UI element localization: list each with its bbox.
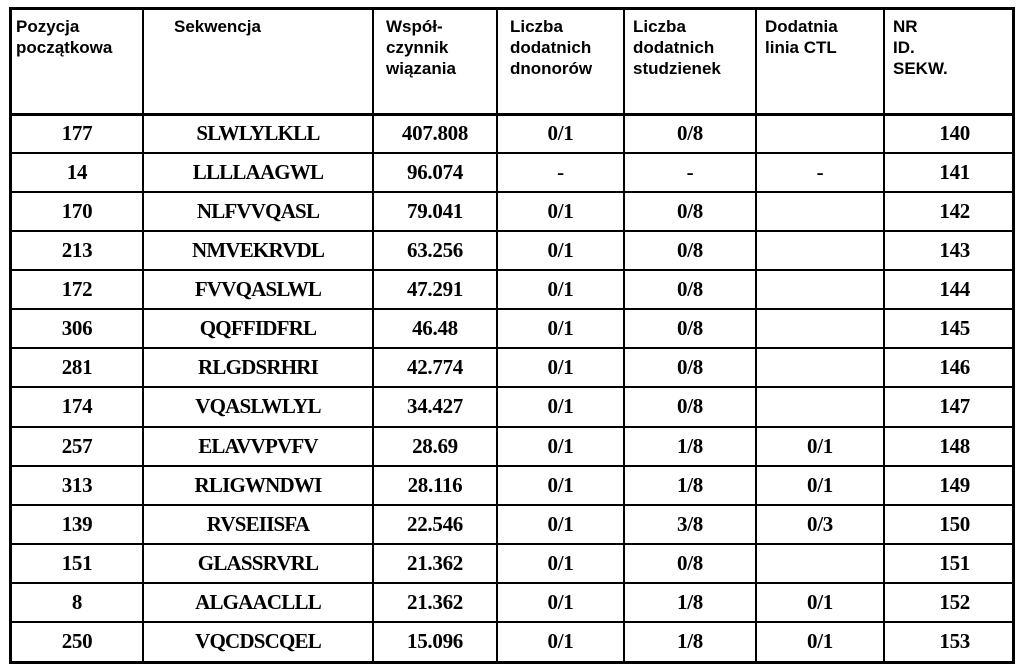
cell-positive-wells: 0/8: [624, 231, 756, 270]
cell-positive-donors: 0/1: [497, 348, 624, 387]
cell-seq-id-number: 147: [884, 387, 1012, 426]
cell-positive-wells: 1/8: [624, 583, 756, 622]
table-row: [12, 309, 1012, 348]
cell-sequence: FVVQASLWL: [143, 270, 373, 309]
table-row: [12, 153, 1012, 192]
peptide-table: [12, 10, 1012, 661]
cell-positive-wells: 1/8: [624, 466, 756, 505]
cell-positive-donors: 0/1: [497, 622, 624, 661]
cell-positive-ctl-line: 0/1: [756, 583, 884, 622]
cell-positive-ctl-line: [756, 270, 884, 309]
cell-start-position: 151: [12, 544, 143, 583]
table-row: [12, 192, 1012, 231]
cell-start-position: 313: [12, 466, 143, 505]
cell-start-position: 139: [12, 505, 143, 544]
cell-sequence: LLLLAAGWL: [143, 153, 373, 192]
cell-positive-donors: 0/1: [497, 270, 624, 309]
cell-positive-ctl-line: 0/1: [756, 427, 884, 466]
cell-positive-wells: 1/8: [624, 427, 756, 466]
cell-positive-ctl-line: [756, 309, 884, 348]
cell-start-position: 177: [12, 114, 143, 153]
cell-binding-coefficient: 21.362: [373, 583, 497, 622]
cell-positive-ctl-line: [756, 544, 884, 583]
cell-seq-id-number: 151: [884, 544, 1012, 583]
cell-start-position: 306: [12, 309, 143, 348]
cell-positive-donors: 0/1: [497, 309, 624, 348]
cell-start-position: 8: [12, 583, 143, 622]
cell-seq-id-number: 142: [884, 192, 1012, 231]
cell-positive-donors: 0/1: [497, 387, 624, 426]
cell-binding-coefficient: 34.427: [373, 387, 497, 426]
cell-positive-donors: 0/1: [497, 231, 624, 270]
cell-binding-coefficient: 79.041: [373, 192, 497, 231]
cell-binding-coefficient: 63.256: [373, 231, 497, 270]
cell-binding-coefficient: 28.116: [373, 466, 497, 505]
header-row: [12, 10, 1012, 114]
cell-positive-donors: 0/1: [497, 583, 624, 622]
peptide-table-frame: [9, 7, 1015, 664]
cell-positive-ctl-line: [756, 114, 884, 153]
cell-positive-wells: 0/8: [624, 114, 756, 153]
cell-start-position: 170: [12, 192, 143, 231]
table-row: [12, 622, 1012, 661]
cell-binding-coefficient: 21.362: [373, 544, 497, 583]
cell-positive-ctl-line: [756, 192, 884, 231]
table-row: [12, 114, 1012, 153]
cell-start-position: 250: [12, 622, 143, 661]
table-row: [12, 348, 1012, 387]
cell-positive-ctl-line: 0/1: [756, 622, 884, 661]
cell-sequence: NMVEKRVDL: [143, 231, 373, 270]
cell-positive-donors: -: [497, 153, 624, 192]
cell-positive-ctl-line: 0/1: [756, 466, 884, 505]
cell-sequence: VQCDSCQEL: [143, 622, 373, 661]
cell-positive-donors: 0/1: [497, 114, 624, 153]
table-row: [12, 427, 1012, 466]
cell-positive-wells: 0/8: [624, 544, 756, 583]
header-sequence: Sekwencja: [143, 10, 373, 114]
cell-positive-wells: 3/8: [624, 505, 756, 544]
cell-sequence: ALGAACLLL: [143, 583, 373, 622]
cell-binding-coefficient: 407.808: [373, 114, 497, 153]
header-seq-id-number: NR ID. SEKW.: [884, 10, 1012, 114]
header-positive-donors: Liczba dodatnich dnonorów: [497, 10, 624, 114]
cell-seq-id-number: 145: [884, 309, 1012, 348]
cell-positive-wells: -: [624, 153, 756, 192]
cell-positive-wells: 0/8: [624, 192, 756, 231]
cell-binding-coefficient: 28.69: [373, 427, 497, 466]
cell-binding-coefficient: 22.546: [373, 505, 497, 544]
cell-positive-wells: 0/8: [624, 387, 756, 426]
cell-sequence: ELAVVPVFV: [143, 427, 373, 466]
cell-seq-id-number: 144: [884, 270, 1012, 309]
header-start-position: Pozycja początkowa: [12, 10, 143, 114]
cell-positive-ctl-line: -: [756, 153, 884, 192]
cell-binding-coefficient: 96.074: [373, 153, 497, 192]
table-row: [12, 387, 1012, 426]
cell-binding-coefficient: 47.291: [373, 270, 497, 309]
cell-start-position: 172: [12, 270, 143, 309]
cell-seq-id-number: 152: [884, 583, 1012, 622]
cell-sequence: VQASLWLYL: [143, 387, 373, 426]
cell-seq-id-number: 153: [884, 622, 1012, 661]
cell-start-position: 213: [12, 231, 143, 270]
cell-positive-wells: 0/8: [624, 270, 756, 309]
cell-positive-wells: 0/8: [624, 309, 756, 348]
cell-sequence: NLFVVQASL: [143, 192, 373, 231]
cell-start-position: 257: [12, 427, 143, 466]
cell-positive-wells: 1/8: [624, 622, 756, 661]
table-row: [12, 270, 1012, 309]
table-row: [12, 505, 1012, 544]
table-row: [12, 231, 1012, 270]
cell-seq-id-number: 150: [884, 505, 1012, 544]
table-row: [12, 544, 1012, 583]
header-positive-wells: Liczba dodatnich studzienek: [624, 10, 756, 114]
cell-seq-id-number: 140: [884, 114, 1012, 153]
cell-positive-ctl-line: [756, 231, 884, 270]
cell-positive-donors: 0/1: [497, 466, 624, 505]
cell-positive-ctl-line: [756, 348, 884, 387]
table-row: [12, 466, 1012, 505]
cell-sequence: RVSEIISFA: [143, 505, 373, 544]
cell-positive-donors: 0/1: [497, 505, 624, 544]
cell-seq-id-number: 149: [884, 466, 1012, 505]
cell-seq-id-number: 141: [884, 153, 1012, 192]
cell-positive-ctl-line: [756, 387, 884, 426]
header-positive-ctl-line: Dodatnia linia CTL: [756, 10, 884, 114]
cell-binding-coefficient: 15.096: [373, 622, 497, 661]
cell-binding-coefficient: 42.774: [373, 348, 497, 387]
cell-sequence: SLWLYLKLL: [143, 114, 373, 153]
cell-sequence: QQFFIDFRL: [143, 309, 373, 348]
cell-start-position: 281: [12, 348, 143, 387]
header-binding-coefficient: Współ- czynnik wiązania: [373, 10, 497, 114]
cell-seq-id-number: 148: [884, 427, 1012, 466]
cell-positive-donors: 0/1: [497, 544, 624, 583]
cell-sequence: GLASSRVRL: [143, 544, 373, 583]
cell-positive-ctl-line: 0/3: [756, 505, 884, 544]
cell-start-position: 174: [12, 387, 143, 426]
cell-sequence: RLGDSRHRI: [143, 348, 373, 387]
cell-seq-id-number: 143: [884, 231, 1012, 270]
cell-positive-donors: 0/1: [497, 427, 624, 466]
cell-start-position: 14: [12, 153, 143, 192]
cell-sequence: RLIGWNDWI: [143, 466, 373, 505]
table-row: [12, 583, 1012, 622]
cell-positive-donors: 0/1: [497, 192, 624, 231]
cell-positive-wells: 0/8: [624, 348, 756, 387]
cell-seq-id-number: 146: [884, 348, 1012, 387]
cell-binding-coefficient: 46.48: [373, 309, 497, 348]
